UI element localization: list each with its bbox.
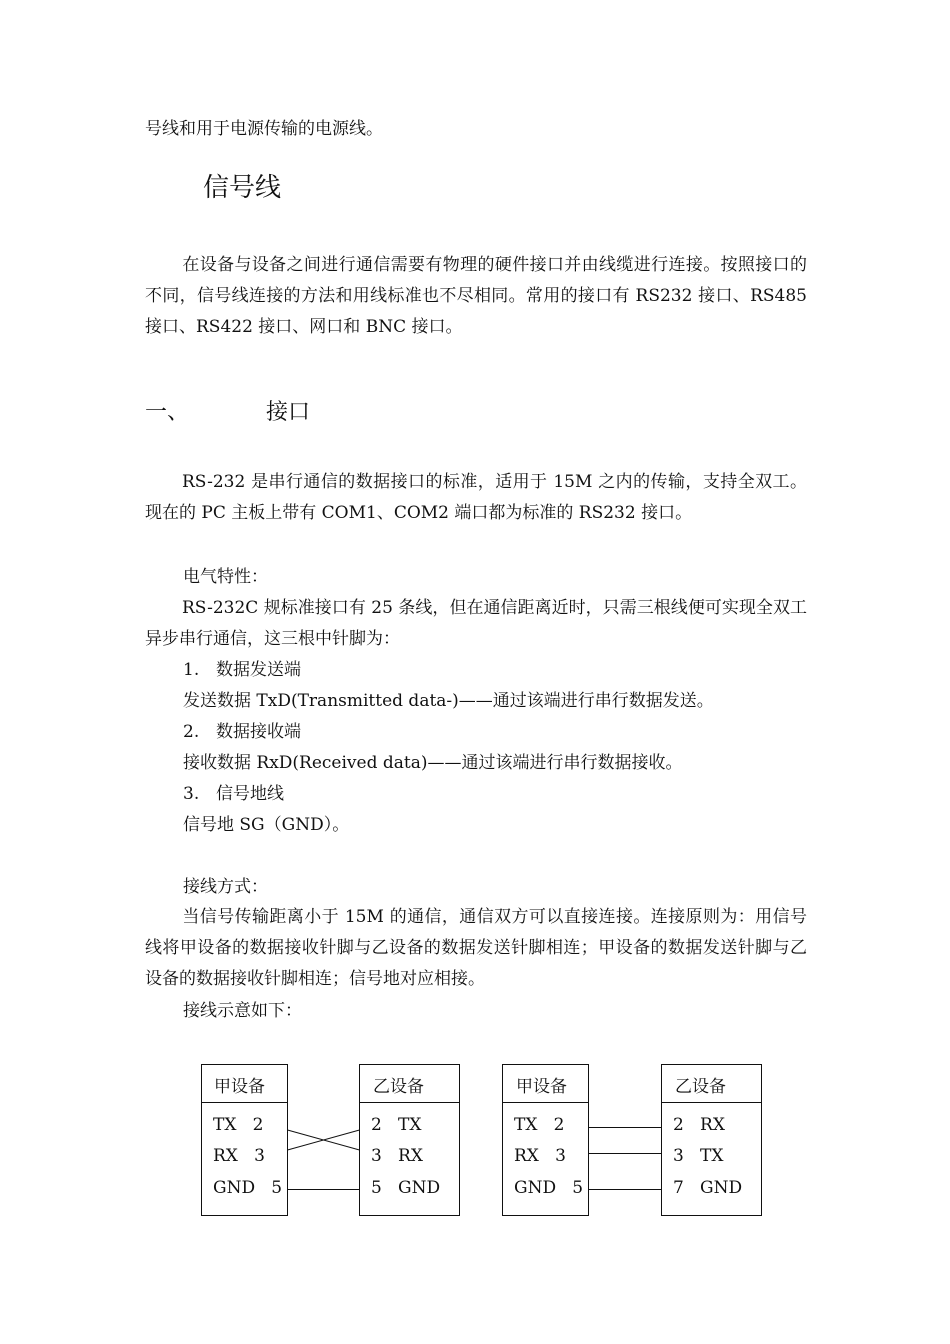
- box-a-left-row-2: RX 3: [213, 1146, 265, 1166]
- wiring-paragraph: 当信号传输距离小于 15M 的通信，通信双方可以直接连接。连接原则为：用信号线将甲设备的数据接收针脚与乙设备的数据发送针脚相连；甲设备的数据发送针脚与乙设备的数据接收针脚相连；信号地对应相接。: [145, 907, 807, 989]
- box-b-left-row-3: 5 GND: [371, 1178, 441, 1198]
- section-title: 信号线: [203, 173, 282, 203]
- box-b-left-row-1: 2 TX: [371, 1115, 422, 1135]
- box-a-right-title: 甲设备: [516, 1077, 567, 1097]
- item-1-label: 1. 数据发送端: [183, 660, 301, 680]
- heading-title: 接口: [266, 400, 311, 425]
- item-3-label: 3. 信号地线: [183, 784, 284, 804]
- item-1-detail: 发送数据 TxD(Transmitted data-)——通过该端进行串行数据发送。: [183, 691, 714, 711]
- box-b-right-row-2: 3 TX: [673, 1146, 724, 1166]
- box-b-right-row-1: 2 RX: [673, 1115, 725, 1135]
- item-3-detail: 信号地 SG（GND）。: [183, 815, 350, 835]
- box-b-left-title: 乙设备: [373, 1077, 424, 1097]
- item-2-detail: 接收数据 RxD(Received data)——通过该端进行串行数据接收。: [183, 753, 683, 773]
- electrical-paragraph: RS-232C 规标准接口有 25 条线，但在通信距离近时，只需三根线便可实现全双工异步串行通信，这三根中针脚为：: [145, 598, 807, 649]
- box-a-right-row-2: RX 3: [514, 1146, 566, 1166]
- box-b-right-title: 乙设备: [675, 1077, 726, 1097]
- heading-number: 一、: [145, 400, 190, 425]
- box-b-right-row-3: 7 GND: [673, 1178, 743, 1198]
- intro-paragraph: 在设备与设备之间进行通信需要有物理的硬件接口并由线缆进行连接。按照接口的不同，信号线连接的方法和用线标准也不尽相同。常用的接口有 RS232 接口、RS485 接口、RS422 接口、网口和 BNC 接口。: [145, 255, 807, 337]
- electrical-title: 电气特性：: [183, 567, 268, 587]
- rs232-paragraph: RS-232 是串行通信的数据接口的标准，适用于 15M 之内的传输，支持全双工。现在的 PC 主板上带有 COM1、COM2 端口都为标准的 RS232 接口。: [145, 472, 807, 523]
- diagram-caption: 接线示意如下：: [183, 1001, 302, 1021]
- item-2-label: 2. 数据接收端: [183, 722, 301, 742]
- box-a-left-row-1: TX 2: [213, 1115, 264, 1135]
- box-a-left-title: 甲设备: [214, 1077, 265, 1097]
- box-a-right-row-1: TX 2: [514, 1115, 565, 1135]
- box-a-left-row-3: GND 5: [213, 1178, 283, 1198]
- top-line: 号线和用于电源传输的电源线。: [145, 119, 383, 139]
- wiring-title: 接线方式：: [183, 877, 268, 897]
- box-a-right-row-3: GND 5: [514, 1178, 584, 1198]
- box-b-left-row-2: 3 RX: [371, 1146, 423, 1166]
